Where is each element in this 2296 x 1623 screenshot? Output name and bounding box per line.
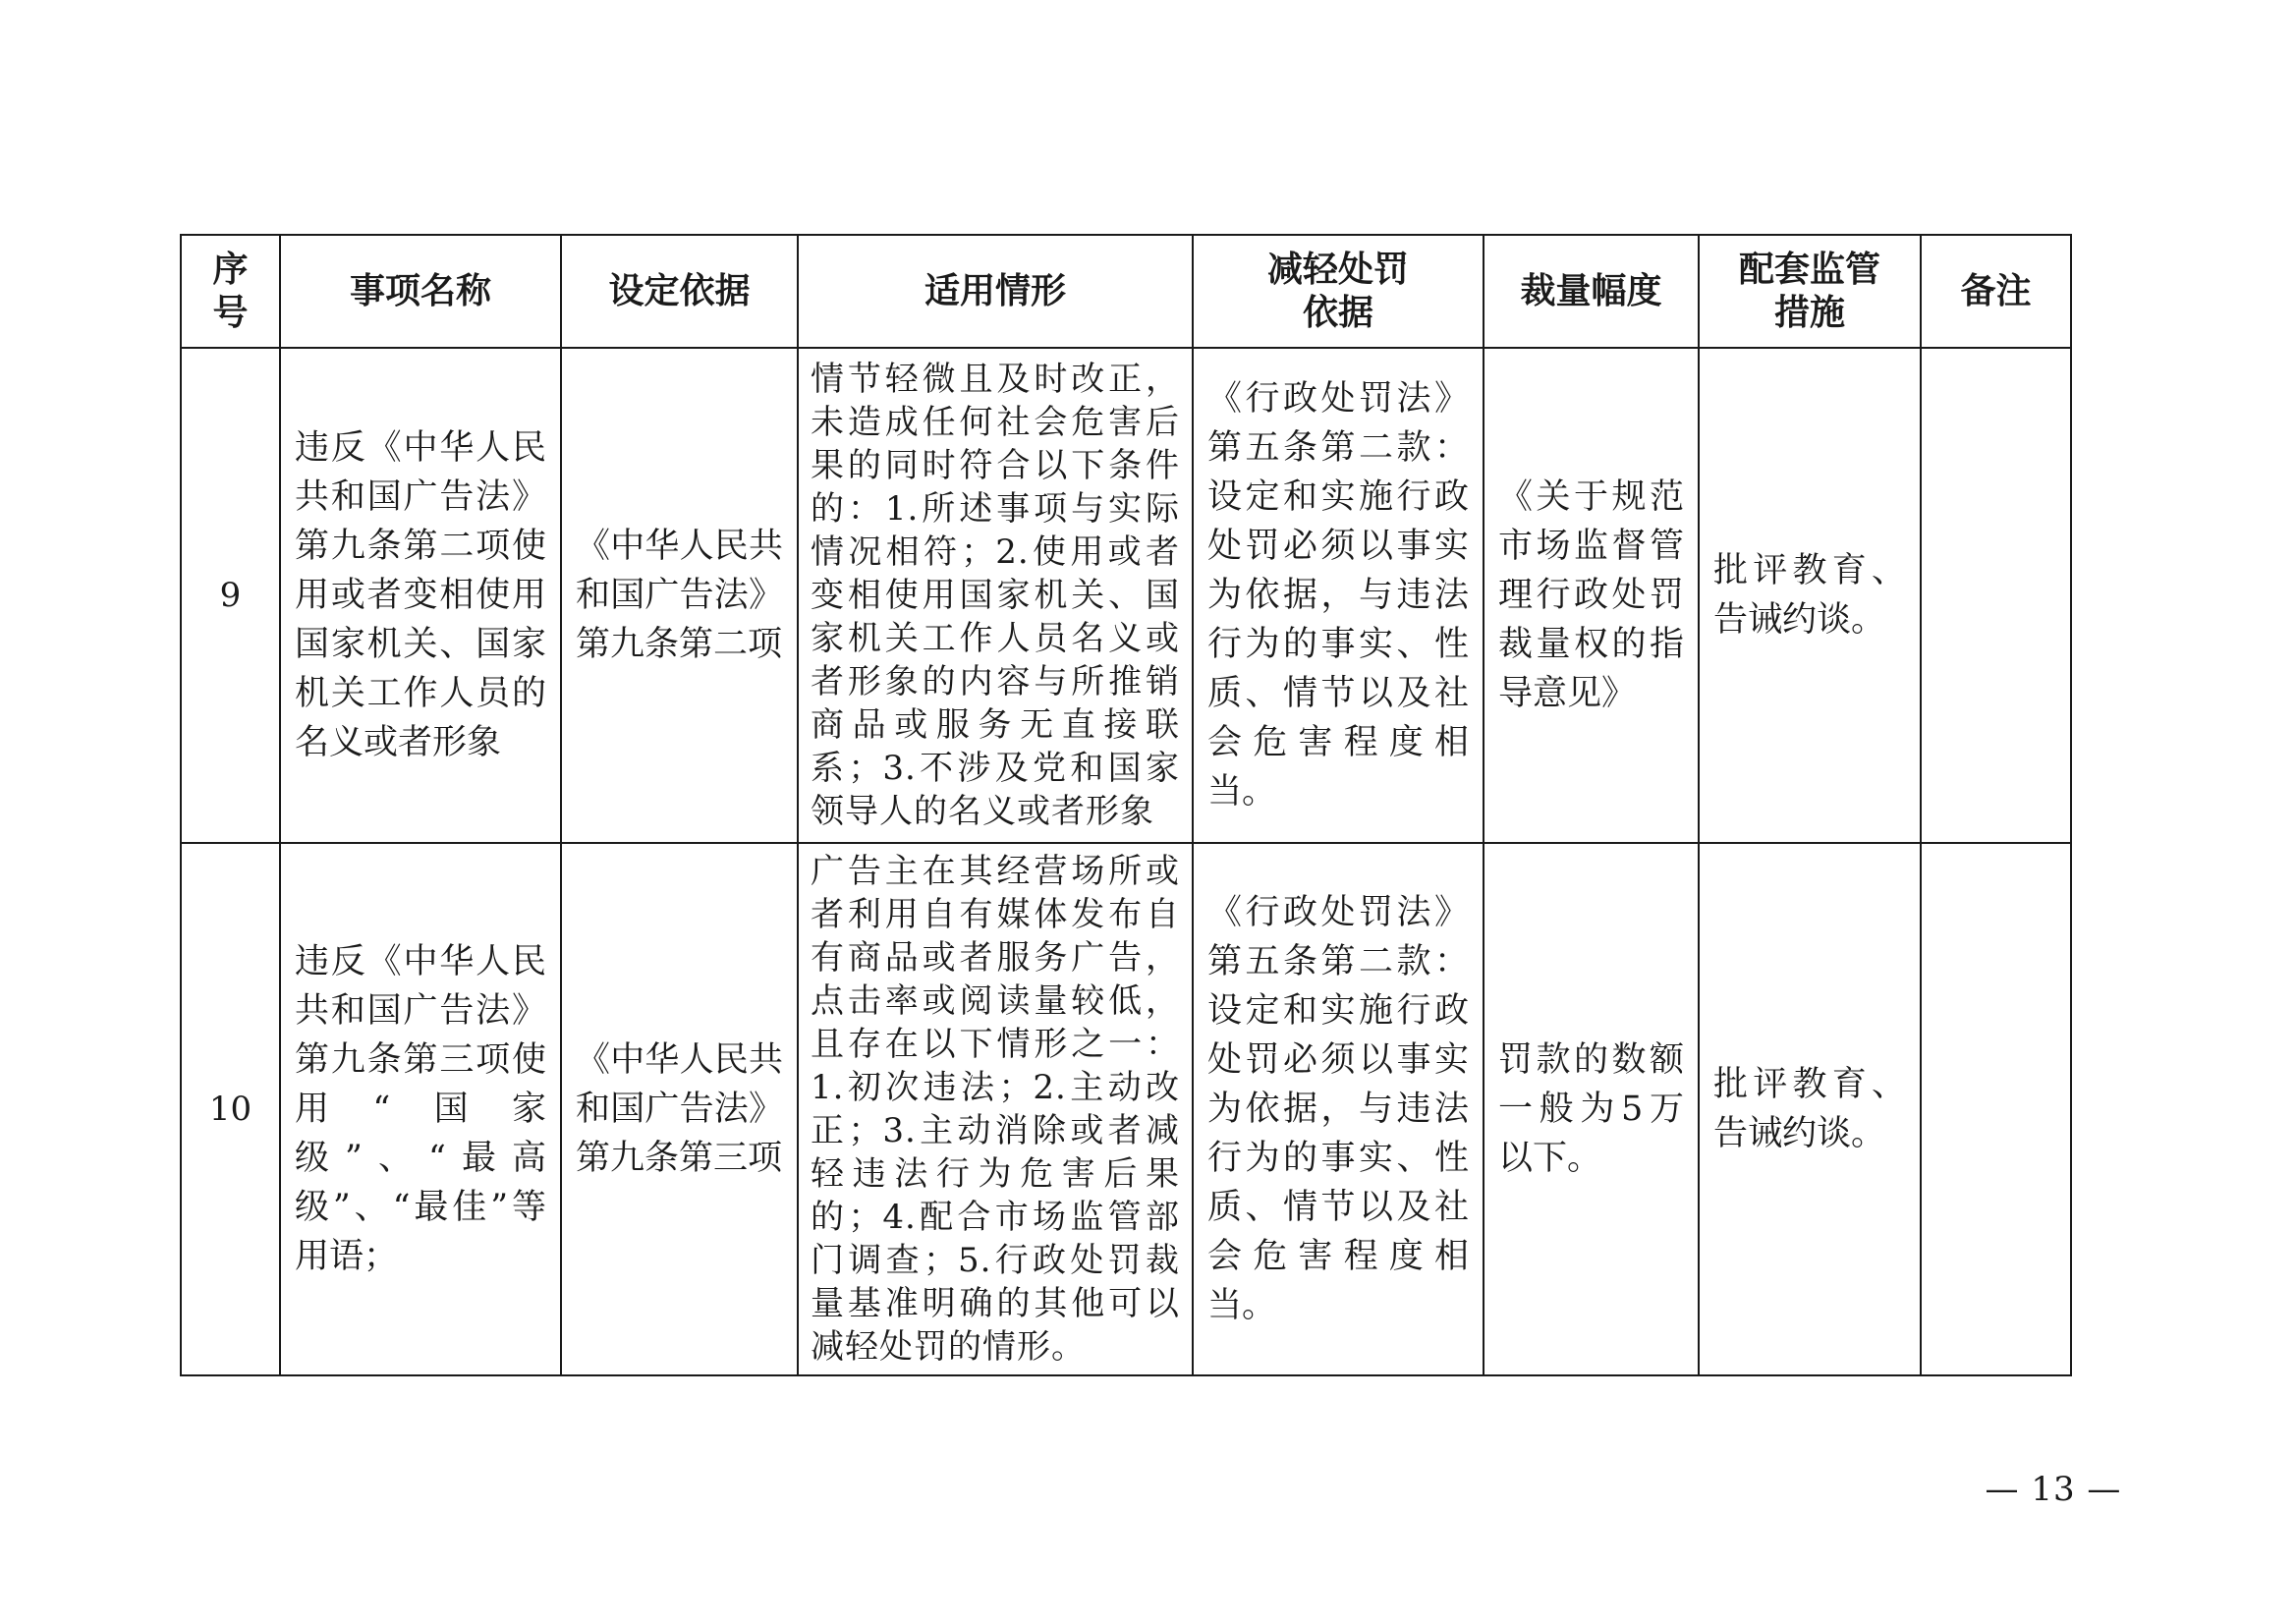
header-mitigation-basis (1193, 235, 1484, 348)
measures-cell (1699, 348, 1921, 843)
basis-text: 《中华人民共和国广告法》第九条第三项 (576, 1040, 783, 1178)
measures-text: 批评教育、告诫约谈。 (1713, 1065, 1906, 1153)
range-text: 《关于规范市场监督管理行政处罚裁量权的指导意见》 (1498, 477, 1684, 713)
item-name-cell (280, 348, 561, 843)
mitigation-cell (1193, 843, 1484, 1375)
mitigation-cell (1193, 348, 1484, 843)
header-measures-text: 配套监管 措施 (1738, 249, 1880, 333)
header-item-name: 事项名称 (280, 235, 561, 348)
item-name-text: 违反《中华人民共和国广告法》第九条第三项使用“国家级”、“最高级”、“最佳”等用语； (295, 942, 546, 1276)
header-measures (1699, 235, 1921, 348)
regulation-table (180, 234, 2072, 1376)
header-basis: 设定依据 (561, 235, 798, 348)
header-situation: 适用情形 (798, 235, 1193, 348)
table-row (181, 348, 2071, 843)
row-number: 9 (181, 348, 280, 843)
item-name-text: 违反《中华人民共和国广告法》第九条第二项使用或者变相使用国家机关、国家机关工作人员的名义或者形象 (295, 428, 546, 762)
remark-cell (1921, 843, 2071, 1375)
page-number: — 13 — (1985, 1470, 2122, 1509)
table-header-row (181, 235, 2071, 348)
range-cell (1484, 348, 1699, 843)
range-text: 罚款的数额一般为5万以下。 (1498, 1040, 1684, 1178)
situation-text: 情节轻微且及时改正，未造成任何社会危害后果的同时符合以下条件的：1.所述事项与实际情况相符；2.使用或者变相使用国家机关、国家机关工作人员名义或者形象的内容与所推销商品或服务无直接联系；3.不涉及党和国家领导人的名义或者形象 (811, 360, 1180, 831)
header-discretion-range: 裁量幅度 (1484, 235, 1699, 348)
item-name-cell (280, 843, 561, 1375)
range-cell (1484, 843, 1699, 1375)
header-number-text: 序 号 (212, 249, 249, 333)
mitigation-text: 《行政处罚法》第五条第二款：设定和实施行政处罚必须以事实为依据，与违法行为的事实、性质、情节以及社会危害程度相当。 (1207, 379, 1469, 812)
measures-cell (1699, 843, 1921, 1375)
situation-cell (798, 348, 1193, 843)
basis-text: 《中华人民共和国广告法》第九条第二项 (576, 527, 783, 664)
situation-cell (798, 843, 1193, 1375)
remark-cell (1921, 348, 2071, 843)
header-number (181, 235, 280, 348)
mitigation-text: 《行政处罚法》第五条第二款：设定和实施行政处罚必须以事实为依据，与违法行为的事实、性质、情节以及社会危害程度相当。 (1207, 893, 1469, 1325)
basis-cell (561, 843, 798, 1375)
header-mitigation-text: 减轻处罚 依据 (1266, 249, 1409, 333)
basis-cell (561, 348, 798, 843)
measures-text: 批评教育、告诫约谈。 (1713, 551, 1906, 640)
situation-text: 广告主在其经营场所或者利用自有媒体发布自有商品或者服务广告，点击率或阅读量较低，且存在以下情形之一：1.初次违法；2.主动改正；3.主动消除或者减轻违法行为危害后果的；4.配合市场监管部门调查；5.行政处罚裁量基准明确的其他可以减轻处罚的情形。 (811, 852, 1180, 1367)
row-number: 10 (181, 843, 280, 1375)
table-row (181, 843, 2071, 1375)
header-remark: 备注 (1921, 235, 2071, 348)
